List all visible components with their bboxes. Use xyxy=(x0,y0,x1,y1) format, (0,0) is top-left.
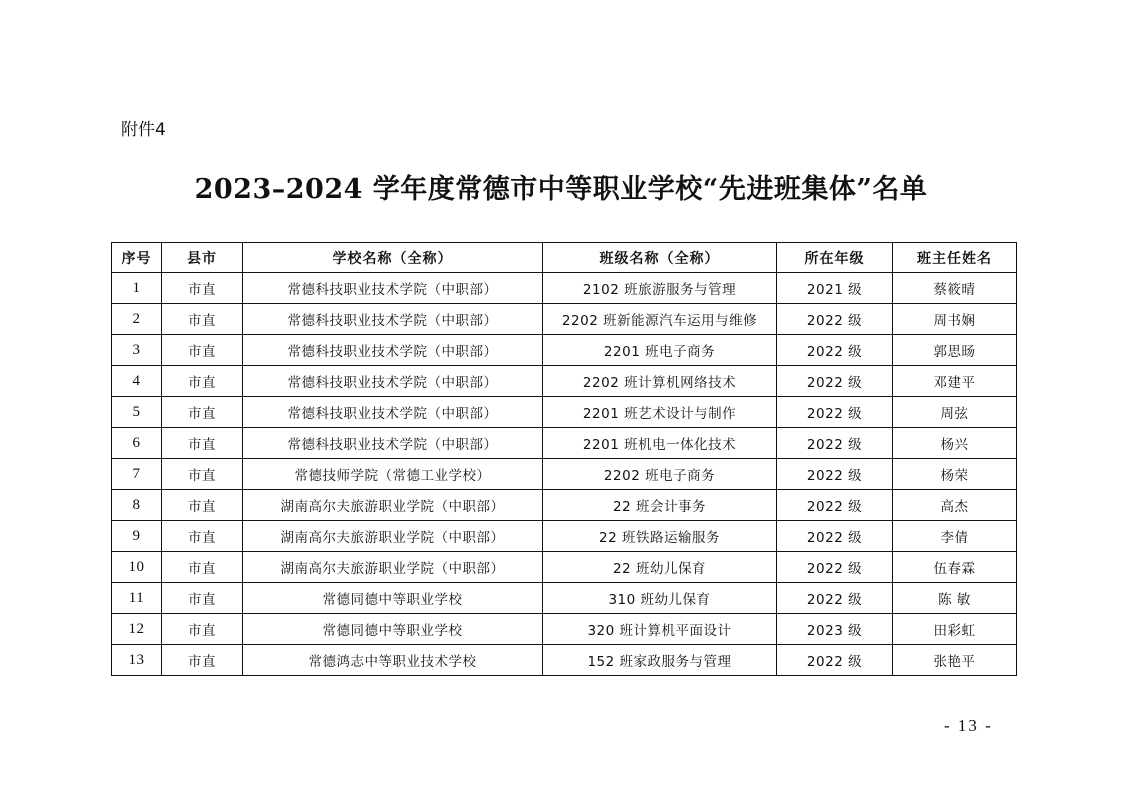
cell-school-name: 常德技师学院（常德工业学校） xyxy=(243,459,543,490)
cell-county: 市直 xyxy=(162,583,243,614)
advanced-class-roster-table xyxy=(111,242,1017,676)
table-header-row xyxy=(112,243,1017,273)
cell-school-name: 常德同德中等职业学校 xyxy=(243,583,543,614)
header-teacher-name: 班主任姓名 xyxy=(893,243,1017,273)
cell-teacher-name: 伍春霖 xyxy=(893,552,1017,583)
cell-county: 市直 xyxy=(162,490,243,521)
cell-teacher-name: 周书娴 xyxy=(893,304,1017,335)
cell-grade: 2021 级 xyxy=(777,273,893,304)
cell-class-name: 2202 班电子商务 xyxy=(543,459,777,490)
cell-teacher-name: 田彩虹 xyxy=(893,614,1017,645)
cell-grade: 2022 级 xyxy=(777,428,893,459)
table-row xyxy=(112,459,1017,490)
table-row xyxy=(112,614,1017,645)
cell-class-name: 2201 班机电一体化技术 xyxy=(543,428,777,459)
cell-class-name: 2201 班艺术设计与制作 xyxy=(543,397,777,428)
cell-teacher-name: 陈 敏 xyxy=(893,583,1017,614)
cell-class-name: 2202 班计算机网络技术 xyxy=(543,366,777,397)
cell-county: 市直 xyxy=(162,552,243,583)
cell-county: 市直 xyxy=(162,304,243,335)
table-row xyxy=(112,552,1017,583)
cell-county: 市直 xyxy=(162,335,243,366)
cell-grade: 2022 级 xyxy=(777,459,893,490)
cell-class-name: 22 班铁路运输服务 xyxy=(543,521,777,552)
table-row xyxy=(112,490,1017,521)
table-row xyxy=(112,428,1017,459)
cell-teacher-name: 高杰 xyxy=(893,490,1017,521)
cell-teacher-name: 郭思旸 xyxy=(893,335,1017,366)
cell-grade: 2022 级 xyxy=(777,583,893,614)
cell-class-name: 152 班家政服务与管理 xyxy=(543,645,777,676)
header-county: 县市 xyxy=(162,243,243,273)
cell-class-name: 22 班幼儿保育 xyxy=(543,552,777,583)
cell-school-name: 常德科技职业技术学院（中职部） xyxy=(243,273,543,304)
cell-school-name: 湖南高尔夫旅游职业学院（中职部） xyxy=(243,521,543,552)
cell-index: 11 xyxy=(112,583,162,614)
header-school-name: 学校名称（全称） xyxy=(243,243,543,273)
cell-school-name: 常德科技职业技术学院（中职部） xyxy=(243,428,543,459)
cell-teacher-name: 蔡筱晴 xyxy=(893,273,1017,304)
header-grade: 所在年级 xyxy=(777,243,893,273)
cell-grade: 2022 级 xyxy=(777,645,893,676)
cell-school-name: 湖南高尔夫旅游职业学院（中职部） xyxy=(243,552,543,583)
table-row xyxy=(112,521,1017,552)
cell-county: 市直 xyxy=(162,397,243,428)
cell-grade: 2023 级 xyxy=(777,614,893,645)
table-row xyxy=(112,397,1017,428)
cell-class-name: 22 班会计事务 xyxy=(543,490,777,521)
table-row xyxy=(112,366,1017,397)
cell-grade: 2022 级 xyxy=(777,304,893,335)
table-row xyxy=(112,583,1017,614)
cell-index: 6 xyxy=(112,428,162,459)
table-row xyxy=(112,645,1017,676)
document-title: 2023–2024 学年度常德市中等职业学校“先进班集体”名单 xyxy=(194,174,928,205)
cell-index: 3 xyxy=(112,335,162,366)
cell-index: 9 xyxy=(112,521,162,552)
table-body xyxy=(112,273,1017,676)
cell-grade: 2022 级 xyxy=(777,490,893,521)
cell-school-name: 常德科技职业技术学院（中职部） xyxy=(243,335,543,366)
cell-county: 市直 xyxy=(162,273,243,304)
cell-teacher-name: 杨荣 xyxy=(893,459,1017,490)
cell-school-name: 常德科技职业技术学院（中职部） xyxy=(243,304,543,335)
cell-county: 市直 xyxy=(162,366,243,397)
cell-index: 4 xyxy=(112,366,162,397)
cell-county: 市直 xyxy=(162,428,243,459)
header-index: 序号 xyxy=(112,243,162,273)
header-class-name: 班级名称（全称） xyxy=(543,243,777,273)
cell-index: 12 xyxy=(112,614,162,645)
cell-index: 7 xyxy=(112,459,162,490)
cell-school-name: 常德鸿志中等职业技术学校 xyxy=(243,645,543,676)
cell-school-name: 常德科技职业技术学院（中职部） xyxy=(243,366,543,397)
cell-county: 市直 xyxy=(162,645,243,676)
cell-grade: 2022 级 xyxy=(777,366,893,397)
cell-county: 市直 xyxy=(162,459,243,490)
cell-grade: 2022 级 xyxy=(777,335,893,366)
cell-class-name: 310 班幼儿保育 xyxy=(543,583,777,614)
cell-county: 市直 xyxy=(162,521,243,552)
attachment-label: 附件4 xyxy=(121,120,166,140)
cell-teacher-name: 李倩 xyxy=(893,521,1017,552)
cell-index: 1 xyxy=(112,273,162,304)
cell-county: 市直 xyxy=(162,614,243,645)
table-row xyxy=(112,335,1017,366)
cell-teacher-name: 邓建平 xyxy=(893,366,1017,397)
cell-school-name: 常德同德中等职业学校 xyxy=(243,614,543,645)
cell-class-name: 2102 班旅游服务与管理 xyxy=(543,273,777,304)
cell-grade: 2022 级 xyxy=(777,552,893,583)
cell-grade: 2022 级 xyxy=(777,397,893,428)
cell-school-name: 湖南高尔夫旅游职业学院（中职部） xyxy=(243,490,543,521)
cell-grade: 2022 级 xyxy=(777,521,893,552)
table-row xyxy=(112,273,1017,304)
cell-index: 2 xyxy=(112,304,162,335)
cell-index: 10 xyxy=(112,552,162,583)
cell-school-name: 常德科技职业技术学院（中职部） xyxy=(243,397,543,428)
cell-class-name: 2202 班新能源汽车运用与维修 xyxy=(543,304,777,335)
table-row xyxy=(112,304,1017,335)
cell-teacher-name: 张艳平 xyxy=(893,645,1017,676)
cell-teacher-name: 周弦 xyxy=(893,397,1017,428)
cell-index: 13 xyxy=(112,645,162,676)
cell-index: 8 xyxy=(112,490,162,521)
page-number: - 13 - xyxy=(944,716,993,735)
cell-class-name: 2201 班电子商务 xyxy=(543,335,777,366)
cell-teacher-name: 杨兴 xyxy=(893,428,1017,459)
cell-index: 5 xyxy=(112,397,162,428)
cell-class-name: 320 班计算机平面设计 xyxy=(543,614,777,645)
